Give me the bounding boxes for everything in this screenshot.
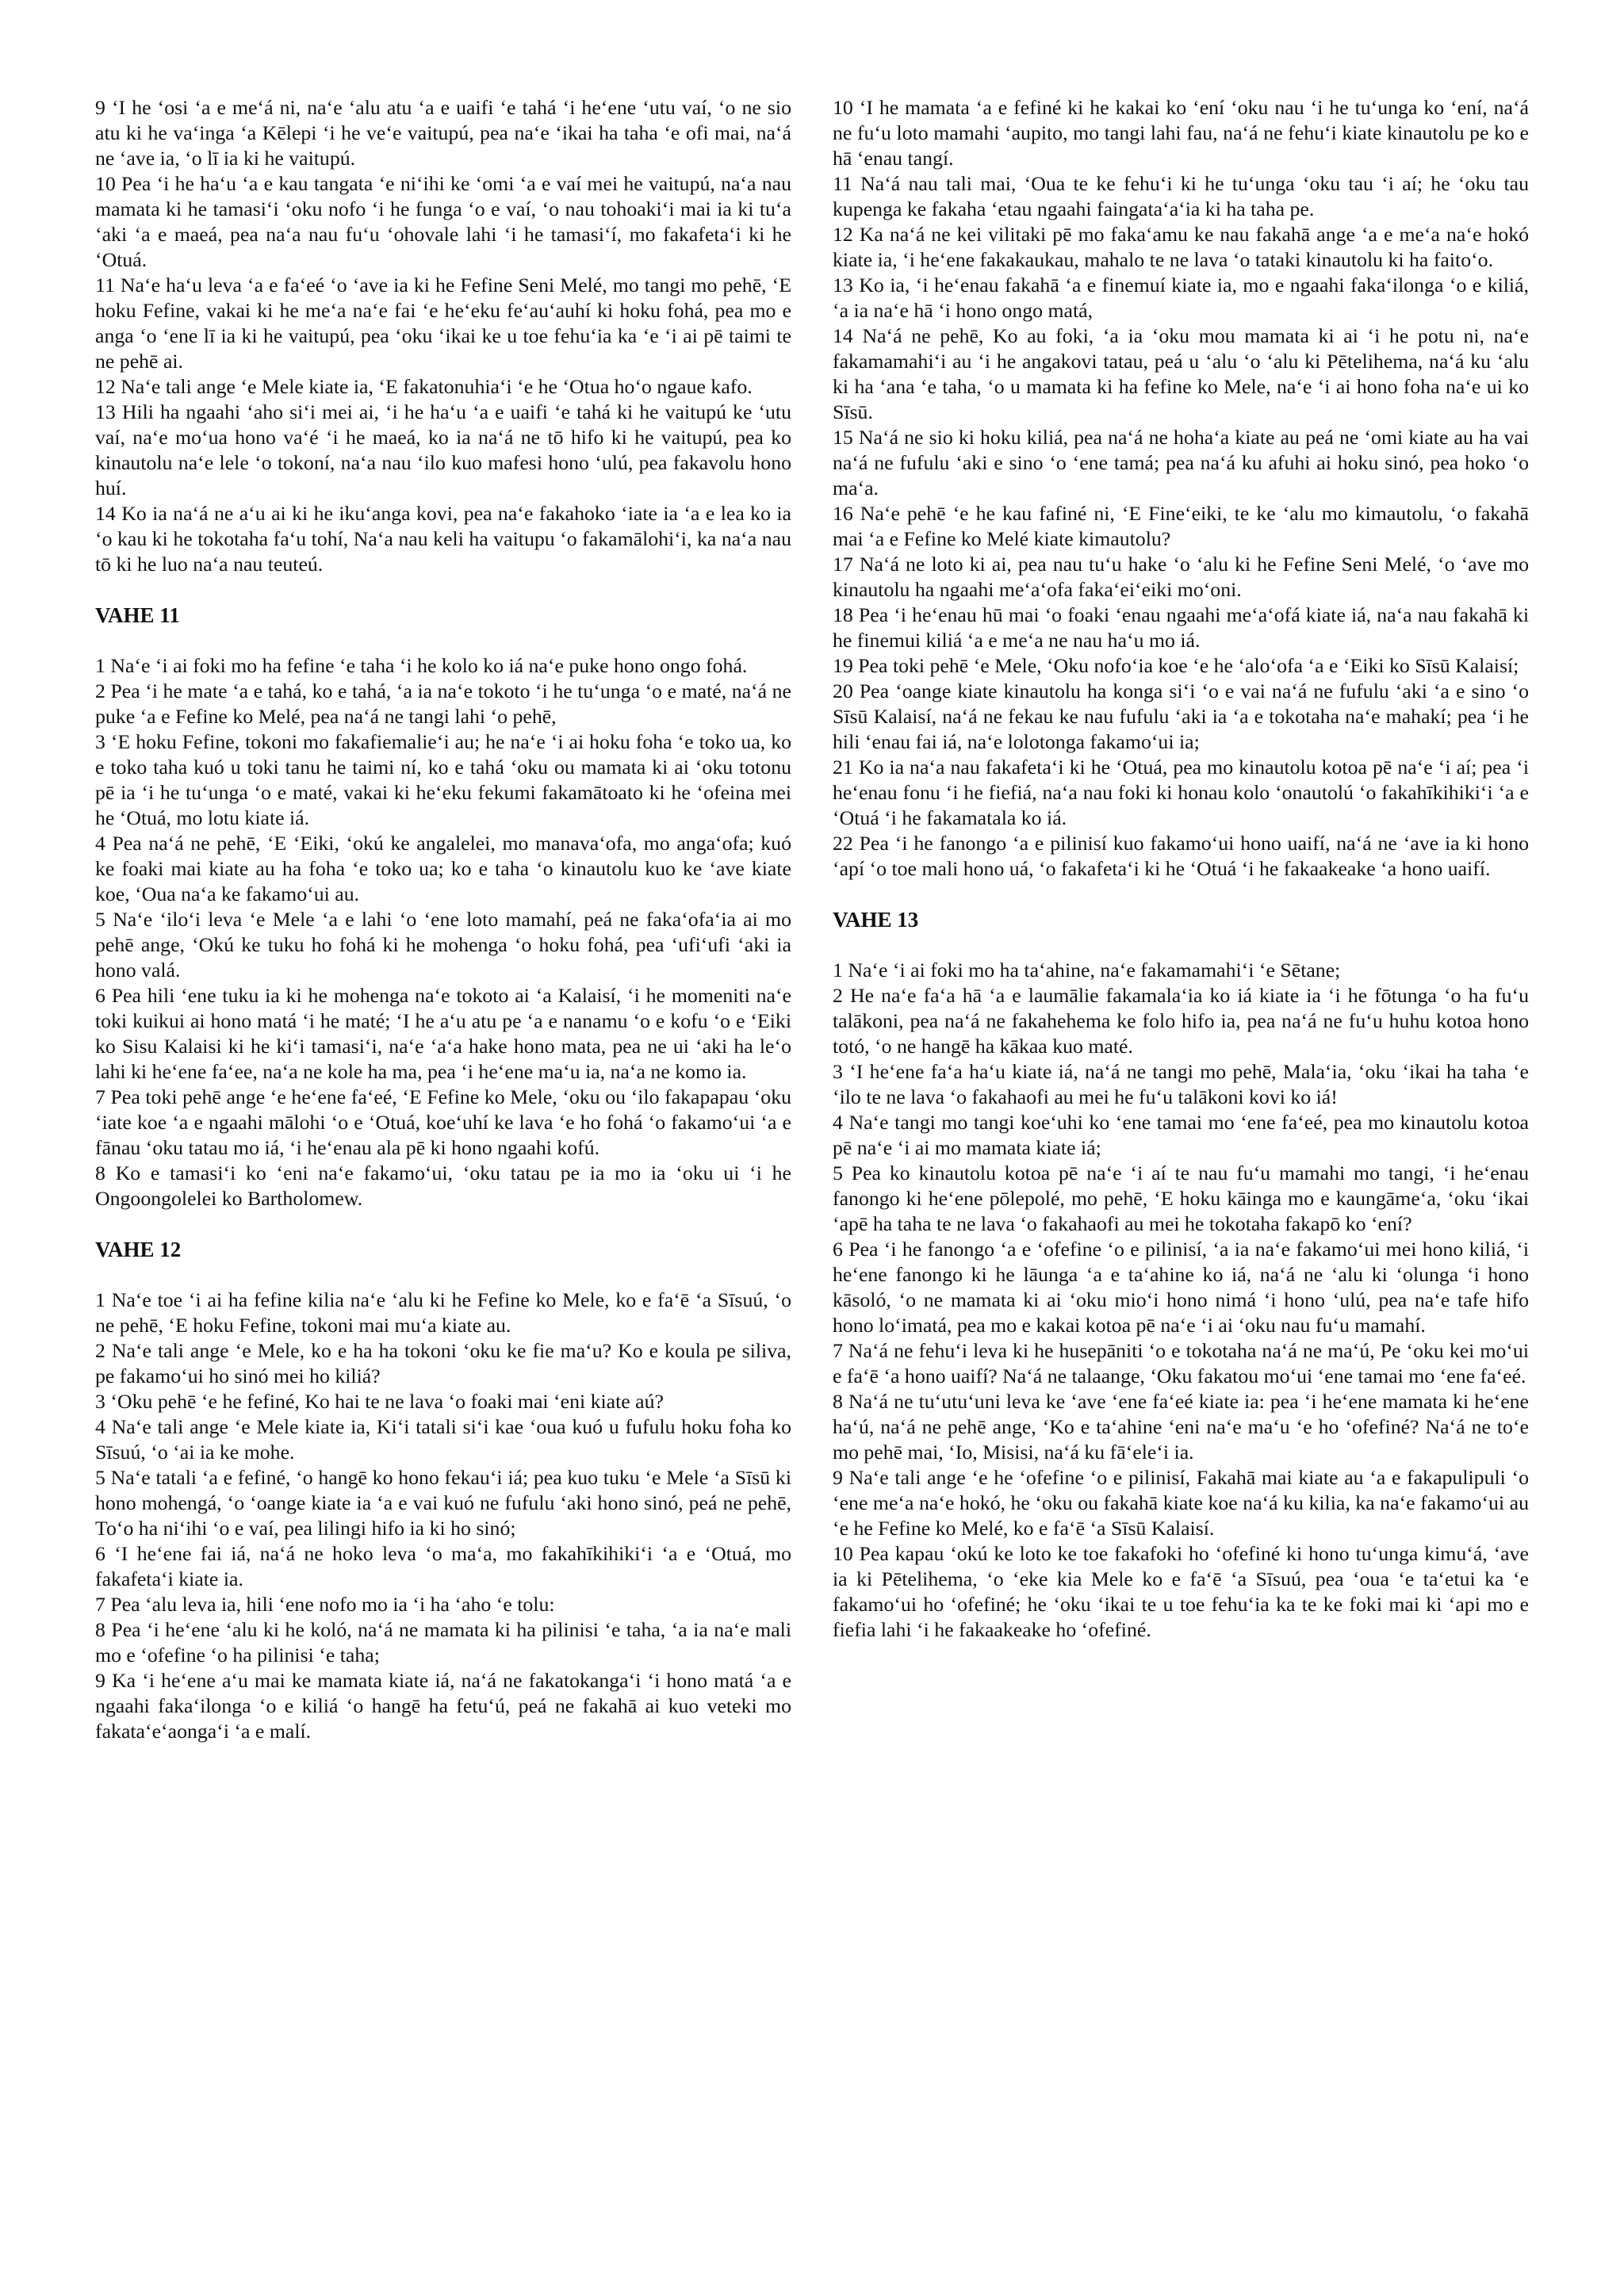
- verse-paragraph: 1 Na‘e ‘i ai foki mo ha fefine ‘e taha ‘i he kolo ko iá na‘e puke hono ongo fohá.: [95, 654, 748, 677]
- verse-paragraph: 2 Na‘e tali ange ‘e Mele, ko e ha ha tokoni ‘oku ke fie ma‘u? Ko e koula pe siliva, pe fakamo‘ui ho sinó mei ho kiliá?: [95, 1339, 791, 1387]
- verse-paragraph: 9 Na‘e tali ange ‘e he ‘ofefine ‘o e pilinisí, Fakahā mai kiate au ‘a e fakapulipuli ‘o ‘ene me‘a na‘e hokó, he ‘oku ou fakahā kiate koe na‘á ku kilia, ka na‘e fakamo‘ui au ‘e he Fefine ko Melé, ko e fa‘ē ‘a Sīsū Kalaisí.: [833, 1466, 1529, 1540]
- verse-paragraph: 7 Pea ‘alu leva ia, hili ‘ene nofo mo ia ‘i ha ‘aho ‘e tolu:: [95, 1593, 555, 1616]
- right-column: [833, 95, 1529, 2220]
- chapter-heading: VAHE 13: [833, 908, 919, 932]
- verse-paragraph: 1 Na‘e ‘i ai foki mo ha ta‘ahine, na‘e fakamamahi‘i ‘e Sētane;: [833, 959, 1341, 982]
- verse-paragraph: 2 Pea ‘i he mate ‘a e tahá, ko e tahá, ‘a ia na‘e tokoto ‘i he tu‘unga ‘o e maté, na‘á ne puke ‘a e Fefine ko Melé, pea na‘á ne tangi lahi ‘o pehē,: [95, 679, 791, 728]
- verse-paragraph: 4 Na‘e tangi mo tangi koe‘uhi ko ‘ene tamai mo ‘ene fa‘eé, pea mo kinautolu kotoa pē na‘e ‘i ai mo mamata kiate iá;: [833, 1111, 1529, 1159]
- verse-paragraph: 17 Na‘á ne loto ki ai, pea nau tu‘u hake ‘o ‘alu ki he Fefine Seni Melé, ‘o ‘ave mo kinautolu ha ngaahi me‘a‘ofa faka‘ei‘eiki mo‘oni.: [833, 553, 1529, 601]
- verse-paragraph: 6 ‘I he‘ene fai iá, na‘á ne hoko leva ‘o ma‘a, mo fakahīkihiki‘i ‘a e ‘Otuá, mo fakafeta‘i kiate ia.: [95, 1542, 791, 1590]
- left-column: [95, 95, 791, 2220]
- paragraph-spacer: [95, 577, 791, 603]
- verse-paragraph: 13 Hili ha ngaahi ‘aho si‘i mei ai, ‘i he ha‘u ‘a e uaifi ‘e tahá ki he vaitupú ke ‘utu vaí, na‘e mo‘ua hono va‘é ‘i he maeá, ko ia na‘á ne tō hifo ki he vaitupú, pea ko kinautolu na‘e lele ‘o tokoní, na‘a nau ‘ilo kuo mafesi hono ‘ulú, pea fakavolu hono huí.: [95, 400, 791, 499]
- verse-paragraph: 10 ‘I he mamata ‘a e fefiné ki he kakai ko ‘ení ‘oku nau ‘i he tu‘unga ko ‘ení, na‘á ne fu‘u loto mamahi ‘aupito, mo tangi lahi fau, na‘á ne fehu‘i kiate kinautolu pe ko e hā ‘enau tangí.: [833, 96, 1529, 170]
- verse-paragraph: 4 Pea na‘á ne pehē, ‘E ‘Eiki, ‘okú ke angalelei, mo manava‘ofa, mo anga‘ofa; kuó ke foaki mai kiate au ha foha ‘e toko ua; ko e taha ‘o kinautolu kuo ke ‘ave kiate koe, ‘Oua na‘a ke fakamo‘ui au.: [95, 832, 791, 905]
- paragraph-spacer: [95, 1262, 791, 1288]
- verse-paragraph: 5 Na‘e ‘ilo‘i leva ‘e Mele ‘a e lahi ‘o ‘ene loto mamahí, peá ne faka‘ofa‘ia ai mo pehē ange, ‘Okú ke tuku ho fohá ki he mohenga ‘o hoku fohá, pea ‘ufi‘ufi ‘aki ia hono valá.: [95, 908, 791, 982]
- verse-paragraph: 6 Pea hili ‘ene tuku ia ki he mohenga na‘e tokoto ai ‘a Kalaisí, ‘i he momeniti na‘e toki kuikui ai hono matá ‘i he maté; ‘I he a‘u atu pe ‘a e nanamu ‘o e kofu ‘o e ‘Eiki ko Sisu Kalaisi ki he ki‘i tamasi‘i, na‘e ‘a‘a hake hono mata, pea ne ui ‘aki ha le‘o lahi ki he‘ene fa‘ee, na‘a ne kole ha ma, pea ‘i he‘ene ma‘u ia, na‘a ne komo ia.: [95, 984, 791, 1083]
- verse-paragraph: 22 Pea ‘i he fanongo ‘a e pilinisí kuo fakamo‘ui hono uaifí, na‘á ne ‘ave ia ki hono ‘apí ‘o toe mali hono uá, ‘o fakafeta‘i ki he ‘Otuá ‘i he fakaakeake ‘a hono uaifí.: [833, 832, 1529, 880]
- verse-paragraph: 21 Ko ia na‘a nau fakafeta‘i ki he ‘Otuá, pea mo kinautolu kotoa pē na‘e ‘i aí; pea ‘i he‘enau fonu ‘i he fiefiá, na‘a nau foki ki honau kolo ‘onautolú ‘o fakahīkihiki‘i ‘a e ‘Otuá ‘i he fakamatala ko iá.: [833, 756, 1529, 829]
- paragraph-spacer: [95, 628, 791, 653]
- chapter-heading: VAHE 11: [95, 603, 180, 627]
- verse-paragraph: 5 Na‘e tatali ‘a e fefiné, ‘o hangē ko hono fekau‘i iá; pea kuo tuku ‘e Mele ‘a Sīsū ki hono mohengá, ‘o ‘oange kiate ia ‘a e vai kuó ne fufulu ‘aki hono sinó, peá ne pehē, To‘o ha ni‘ihi ‘o e vaí, pea lilingi hifo ia ki ho sinó;: [95, 1466, 791, 1540]
- verse-paragraph: 10 Pea kapau ‘okú ke loto ke toe fakafoki ho ‘ofefiné ki hono tu‘unga kimu‘á, ‘ave ia ki Pētelihema, ‘o ‘eke kia Mele ko e fa‘ē ‘a Sīsuú, pea ‘oua ‘e ta‘etui ka ‘e fakamo‘ui ho ‘ofefiné; he ‘oku ‘ikai te u toe fehu‘ia ka te ke foki mai ki ‘api mo e fiefia lahi ‘i he fakaakeake ho ‘ofefiné.: [833, 1542, 1529, 1641]
- verse-paragraph: 16 Na‘e pehē ‘e he kau fafiné ni, ‘E Fine‘eiki, te ke ‘alu mo kimautolu, ‘o fakahā mai ‘a e Fefine ko Melé kiate kimautolu?: [833, 502, 1529, 550]
- verse-paragraph: 20 Pea ‘oange kiate kinautolu ha konga si‘i ‘o e vai na‘á ne fufulu ‘aki ‘a e sino ‘o Sīsū Kalaisí, na‘á ne fekau ke nau fufulu ‘aki ia ‘a e tokotaha na‘e mahakí; pea ‘i he hili ‘enau fai iá, na‘e lolotonga fakamo‘ui ia;: [833, 679, 1529, 753]
- verse-paragraph: 18 Pea ‘i he‘enau hū mai ‘o foaki ‘enau ngaahi me‘a‘ofá kiate iá, na‘a nau fakahā ki he finemui kiliá ‘a e me‘a ne nau ha‘u mo iá.: [833, 603, 1529, 652]
- verse-paragraph: 13 Ko ia, ‘i he‘enau fakahā ‘a e finemuí kiate ia, mo e ngaahi faka‘ilonga ‘o e kiliá, ‘a ia na‘e hā ‘i hono ongo matá,: [833, 274, 1529, 322]
- verse-paragraph: 10 Pea ‘i he ha‘u ‘a e kau tangata ‘e ni‘ihi ke ‘omi ‘a e vaí mei he vaitupú, na‘a nau mamata ki he tamasi‘i ‘oku nofo ‘i he funga ‘o e vaí, ‘o nau tohoaki‘i mai ia ki tu‘a ‘aki ‘a e maeá, pea na‘a nau fu‘u ‘ohovale lahi ‘i he tamasi‘í, mo fakafeta‘i ki he ‘Otuá.: [95, 172, 791, 271]
- verse-paragraph: 3 ‘Oku pehē ‘e he fefiné, Ko hai te ne lava ‘o foaki mai ‘eni kiate aú?: [95, 1390, 664, 1413]
- verse-paragraph: 8 Na‘á ne tu‘utu‘uni leva ke ‘ave ‘ene fa‘eé kiate ia: pea ‘i he‘ene mamata ki he‘ene ha‘ú, na‘á ne pehē ange, ‘Ko e ta‘ahine ‘eni na‘e ma‘u ‘e ho ‘ofefiné? Na‘á ne to‘e mo pehē mai, ‘Io, Misisi, na‘á ku fā‘ele‘i ia.: [833, 1390, 1529, 1464]
- verse-paragraph: 1 Na‘e toe ‘i ai ha fefine kilia na‘e ‘alu ki he Fefine ko Mele, ko e fa‘ē ‘a Sīsuú, ‘o ne pehē, ‘E hoku Fefine, tokoni mai mu‘a kiate au.: [95, 1288, 791, 1337]
- paragraph-spacer: [833, 932, 1529, 958]
- verse-paragraph: 15 Na‘á ne sio ki hoku kiliá, pea na‘á ne hoha‘a kiate au peá ne ‘omi kiate au ha vai na‘á ne fufulu ‘aki e sino ‘o ‘ene tamá; pea na‘á ku afuhi ai hoku sinó, pea hoko ‘o ma‘a.: [833, 426, 1529, 499]
- paragraph-spacer: [833, 882, 1529, 907]
- verse-paragraph: 5 Pea ko kinautolu kotoa pē na‘e ‘i aí te nau fu‘u mamahi mo tangi, ‘i he‘enau fanongo ki he‘ene pōlepolé, mo pehē, ‘E hoku kāinga mo e kaungāme‘a, ‘oku ‘ikai ‘apē ha taha te ne lava ‘o fakahaofi au mei he tokotaha fakapō ko ‘ení?: [833, 1161, 1529, 1235]
- chapter-heading: VAHE 12: [95, 1238, 182, 1261]
- verse-paragraph: 14 Na‘á ne pehē, Ko au foki, ‘a ia ‘oku mou mamata ki ai ‘i he potu ni, na‘e fakamamahi‘i au ‘i he angakovi tatau, peá u ‘alu ‘o ‘alu ki Pētelihema, na‘á ku ‘alu ki ha ‘ana ‘e taha, ‘o u mamata ki ha fefine ko Mele, na‘e ‘i ai hono foha na‘e ui ko Sīsū.: [833, 324, 1529, 423]
- verse-paragraph: 9 Ka ‘i he‘ene a‘u mai ke mamata kiate iá, na‘á ne fakatokanga‘i ‘i hono matá ‘a e ngaahi faka‘ilonga ‘o e kiliá ‘o hangē ha fetu‘ú, peá ne fakahā ai kuo veteki mo fakata‘e‘aonga‘i ‘a e malí.: [95, 1669, 791, 1743]
- verse-paragraph: 19 Pea toki pehē ‘e Mele, ‘Oku nofo‘ia koe ‘e he ‘alo‘ofa ‘a e ‘Eiki ko Sīsū Kalaisí;: [833, 654, 1519, 677]
- verse-paragraph: 8 Pea ‘i he‘ene ‘alu ki he koló, na‘á ne mamata ki ha pilinisi ‘e taha, ‘a ia na‘e mali mo e ‘ofefine ‘o ha pilinisi ‘e taha;: [95, 1618, 791, 1667]
- verse-paragraph: 3 ‘I he‘ene fa‘a ha‘u kiate iá, na‘á ne tangi mo pehē, Mala‘ia, ‘oku ‘ikai ha taha ‘e ‘ilo te ne lava ‘o fakahaofi au mei he fu‘u talākoni kovi ko iá!: [833, 1060, 1529, 1108]
- verse-paragraph: 6 Pea ‘i he fanongo ‘a e ‘ofefine ‘o e pilinisí, ‘a ia na‘e fakamo‘ui mei hono kiliá, ‘i he‘ene fanongo ki he lāunga ‘a e ta‘ahine ko iá, na‘á ne ‘alu ki ‘olunga ‘i hono kāsoló, ‘o ne mamata ki ai ‘oku mio‘i hono nimá ‘i hono ‘ulú, pea na‘e tafe hifo hono lo‘imatá, pea mo e kakai kotoa pē na‘e ‘i ai ‘oku nau fu‘u mamahí.: [833, 1238, 1529, 1337]
- verse-paragraph: 14 Ko ia na‘á ne a‘u ai ki he iku‘anga kovi, pea na‘e fakahoko ‘iate ia ‘a e lea ko ia ‘o kau ki he tokotaha fa‘u tohí, Na‘a nau keli ha vaitupu ‘o fakamālohi‘i, ka na‘a nau tō ki he luo na‘a nau teuteú.: [95, 502, 791, 576]
- verse-paragraph: 7 Pea toki pehē ange ‘e he‘ene fa‘eé, ‘E Fefine ko Mele, ‘oku ou ‘ilo fakapapau ‘oku ‘iate koe ‘a e ngaahi mālohi ‘o e ‘Otuá, koe‘uhí ke lava ‘e ho fohá ‘o fakamo‘ui ‘a e fānau ‘oku tatau mo iá, ‘i he‘enau ala pē ki hono ngaahi kofú.: [95, 1085, 791, 1159]
- verse-paragraph: 8 Ko e tamasi‘i ko ‘eni na‘e fakamo‘ui, ‘oku tatau pe ia mo ia ‘oku ui ‘i he Ongoongolelei ko Bartholomew.: [95, 1161, 791, 1210]
- verse-paragraph: 9 ‘I he ‘osi ‘a e me‘á ni, na‘e ‘alu atu ‘a e uaifi ‘e tahá ‘i he‘ene ‘utu vaí, ‘o ne sio atu ki he va‘inga ‘a Kēlepi ‘i he ve‘e vaitupú, pea na‘e ‘ikai ha taha ‘e ofi mai, na‘á ne ‘ave ia, ‘o lī ia ki he vaitupú.: [95, 96, 791, 170]
- verse-paragraph: 11 Na‘e ha‘u leva ‘a e fa‘eé ‘o ‘ave ia ki he Fefine Seni Melé, mo tangi mo pehē, ‘E hoku Fefine, vakai ki he me‘a na‘e fai ‘e he‘eku fe‘au‘auhí ki hoku fohá, pea mo e anga ‘o ‘ene lī ia ki he vaitupú, pea ‘oku ‘ikai ke u toe fehu‘ia ka ‘e ‘i ai pē taimi te ne pehē ai.: [95, 274, 791, 373]
- verse-paragraph: 2 He na‘e fa‘a hā ‘a e laumālie fakamala‘ia ko iá kiate ia ‘i he fōtunga ‘o ha fu‘u talākoni, pea na‘á ne fakahehema ke folo hifo ia, pea na‘á ne fu‘u huhu kotoa hono totó, ‘o ne hangē ha kākaa kuo maté.: [833, 984, 1529, 1058]
- verse-paragraph: 3 ‘E hoku Fefine, tokoni mo fakafiemalie‘i au; he na‘e ‘i ai hoku foha ‘e toko ua, ko e toko taha kuó u toki tanu he taimi ní, ko e tahá ‘oku ou mamata ki ai ‘oku totonu pē ia ‘i he tu‘unga ‘o e maté, vakai ki he‘eku fekumi fakamātoato ki he ‘ofeina mei he ‘Otuá, mo lotu kiate iá.: [95, 730, 791, 829]
- paragraph-spacer: [95, 1211, 791, 1237]
- verse-paragraph: 12 Ka na‘á ne kei vilitaki pē mo faka‘amu ke nau fakahā ange ‘a e me‘a na‘e hokó kiate ia, ‘i he‘ene fakakaukau, mahalo te ne lava ‘o tataki kinautolu ki ha faito‘o.: [833, 223, 1529, 271]
- verse-paragraph: 12 Na‘e tali ange ‘e Mele kiate ia, ‘E fakatonuhia‘i ‘e he ‘Otua ho‘o ngaue kafo.: [95, 375, 753, 398]
- document-page: [95, 95, 1529, 2220]
- verse-paragraph: 11 Na‘á nau tali mai, ‘Oua te ke fehu‘i ki he tu‘unga ‘oku tau ‘i aí; he ‘oku tau kupenga ke fakaha ‘etau ngaahi faingata‘a‘ia ki ha taha pe.: [833, 172, 1529, 220]
- verse-paragraph: 7 Na‘á ne fehu‘i leva ki he husepāniti ‘o e tokotaha na‘á ne ma‘ú, Pe ‘oku kei mo‘ui e fa‘ē ‘a hono uaifí? Na‘á ne talaange, ‘Oku fakatou mo‘ui ‘ene tamai mo ‘ene fa‘eé.: [833, 1339, 1529, 1387]
- verse-paragraph: 4 Na‘e tali ange ‘e Mele kiate ia, Ki‘i tatali si‘i kae ‘oua kuó u fufulu hoku foha ko Sīsuú, ‘o ‘ai ia ke mohe.: [95, 1415, 791, 1464]
